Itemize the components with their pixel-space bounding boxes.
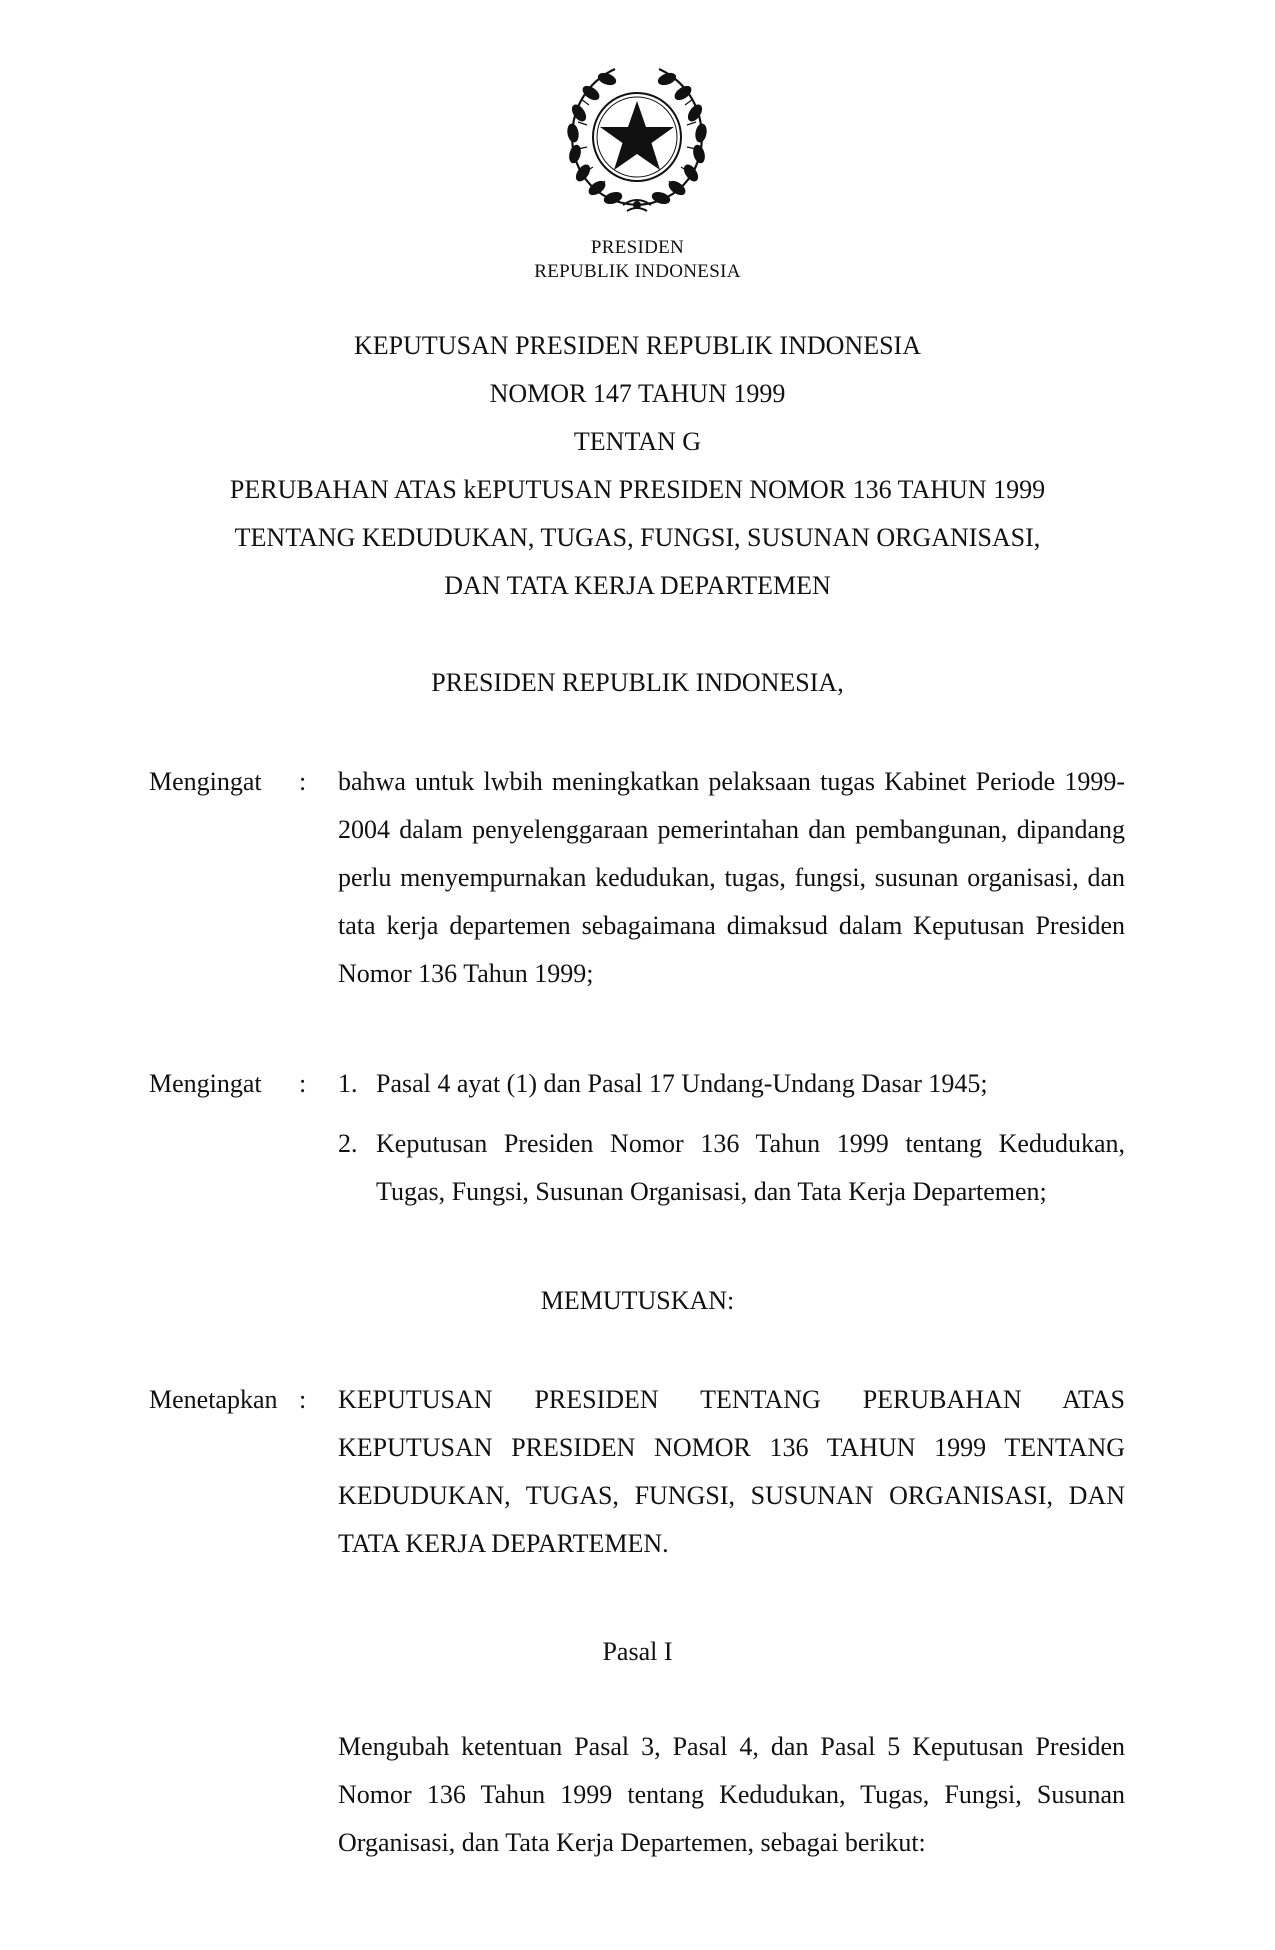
decree-title: KEPUTUSAN PRESIDEN REPUBLIK INDONESIA: [354, 331, 921, 360]
article-text: Mengubah ketentuan Pasal 3, Pasal 4, dan Pasal 5 Keputusan Presiden Nomor 136 Tahun 1999 tentang Kedudukan, Tugas, Fungsi, Susunan Organisasi, dan Tata Kerja Departemen, sebagai berikut:: [338, 1732, 1125, 1857]
list-item-number: 1.: [338, 1069, 358, 1098]
recalling-list: [338, 1060, 1125, 1216]
list-item: [338, 1060, 1125, 1108]
decree-number: NOMOR 147 TAHUN 1999: [489, 379, 786, 408]
list-item-number: 2.: [338, 1129, 358, 1158]
recalling-colon: :: [299, 1069, 307, 1098]
decree-subject-line-1: PERUBAHAN ATAS kEPUTUSAN PRESIDEN NOMOR 136 TAHUN 1999: [229, 475, 1046, 504]
list-item-text: Pasal 4 ayat (1) dan Pasal 17 Undang-Undang Dasar 1945;: [376, 1069, 988, 1098]
establish-label: Menetapkan: [149, 1385, 278, 1414]
decree-about: TENTAN G: [573, 427, 702, 456]
recalling-label: Mengingat: [149, 1069, 262, 1098]
header-president: PRESIDEN: [590, 237, 685, 258]
president-heading: PRESIDEN REPUBLIK INDONESIA,: [431, 668, 844, 697]
considering-label: Mengingat: [149, 767, 262, 796]
article-heading: Pasal I: [602, 1637, 673, 1666]
decide-heading: MEMUTUSKAN:: [540, 1286, 735, 1315]
decree-subject-line-3: DAN TATA KERJA DEPARTEMEN: [444, 571, 831, 600]
list-item-text: Keputusan Presiden Nomor 136 Tahun 1999 tentang Kedudukan, Tugas, Fungsi, Susunan Organisasi, dan Tata Kerja Departemen;: [376, 1129, 1125, 1206]
decree-subject-line-2: TENTANG KEDUDUKAN, TUGAS, FUNGSI, SUSUNAN ORGANISASI,: [234, 523, 1041, 552]
considering-colon: :: [299, 767, 307, 796]
considering-text: bahwa untuk lwbih meningkatkan pelaksaan tugas Kabinet Periode 1999-2004 dalam penyelenggaraan pemerintahan dan pembangunan, dipandang perlu menyempurnakan kedudukan, tugas, fungsi, susunan organisasi, dan tata kerja departemen sebagaimana dimaksud dalam Keputusan Presiden Nomor 136 Tahun 1999;: [338, 767, 1125, 988]
header-republic: REPUBLIK INDONESIA: [534, 261, 741, 282]
list-item: [338, 1120, 1125, 1216]
garuda-star-emblem-icon: [553, 55, 721, 220]
establish-text: KEPUTUSAN PRESIDEN TENTANG PERUBAHAN ATAS KEPUTUSAN PRESIDEN NOMOR 136 TAHUN 1999 TENTANG KEDUDUKAN, TUGAS, FUNGSI, SUSUNAN ORGANISASI, DAN TATA KERJA DEPARTEMEN.: [338, 1385, 1125, 1558]
establish-colon: :: [299, 1385, 307, 1414]
